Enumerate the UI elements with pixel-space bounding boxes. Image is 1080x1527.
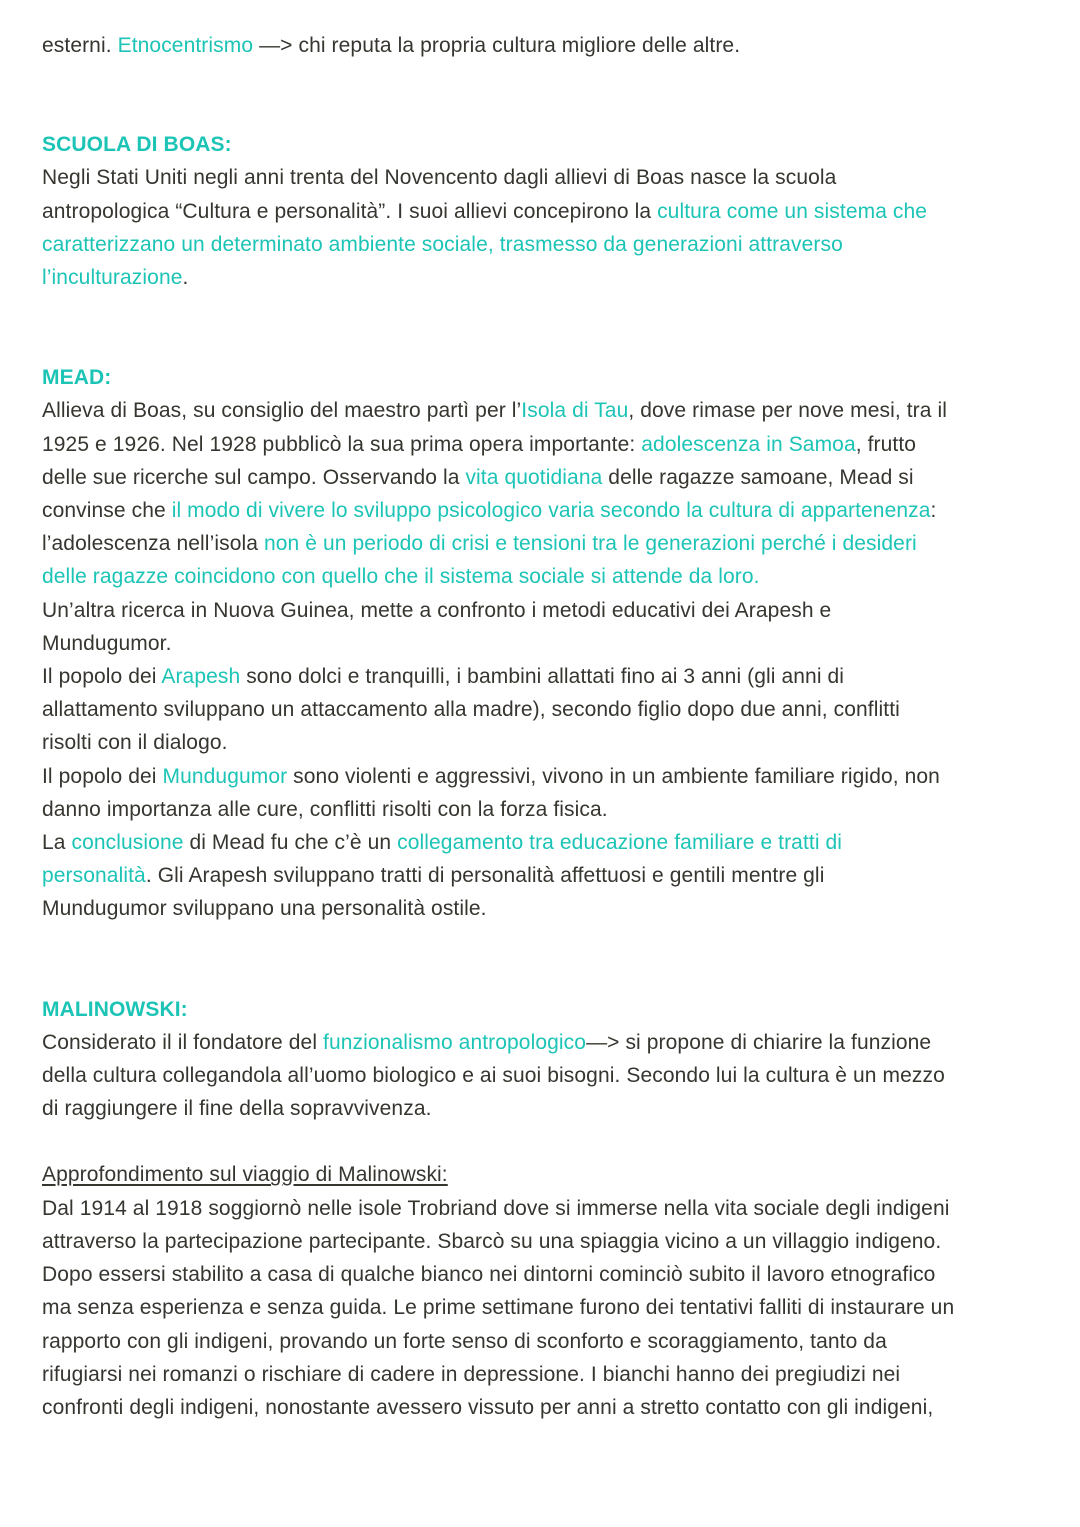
highlighted-text: Isola di Tau bbox=[521, 399, 629, 423]
text-line bbox=[42, 1291, 1042, 1324]
text-span: Il popolo dei bbox=[42, 665, 162, 689]
boas-heading: SCUOLA DI BOAS: bbox=[42, 133, 232, 157]
boas-paragraph bbox=[42, 161, 1042, 294]
text-span: allattamento sviluppano un attaccamento alla madre), secondo figlio dopo due anni, conflitti bbox=[42, 698, 900, 722]
text-line bbox=[42, 1059, 1042, 1092]
text-span: l’adolescenza nell’isola bbox=[42, 532, 264, 556]
text-line bbox=[42, 228, 1042, 261]
text-line bbox=[42, 627, 1042, 660]
text-span: Allieva di Boas, su consiglio del maestro partì per l’ bbox=[42, 399, 522, 423]
text-line bbox=[42, 428, 1042, 461]
malinowski-paragraph bbox=[42, 1026, 1042, 1126]
text-span: attraverso la partecipazione partecipante. Sbarcò su una spiaggia vicino a un villaggio indigeno. bbox=[42, 1229, 942, 1253]
text-span: Un’altra ricerca in Nuova Guinea, mette a confronto i metodi educativi dei Arapesh e bbox=[42, 598, 832, 622]
text-span: Dal 1914 al 1918 soggiornò nelle isole Trobriand dove si immerse nella vita sociale degli indigeni bbox=[42, 1196, 950, 1220]
text-span: della cultura collegandola all’uomo biologico e ai suoi bisogni. Secondo lui la cultura è un mezzo bbox=[42, 1064, 945, 1088]
highlighted-text: cultura come un sistema che bbox=[657, 199, 928, 223]
highlighted-text: vita quotidiana bbox=[465, 465, 603, 489]
text-line bbox=[42, 660, 1042, 693]
text-span: risolti con il dialogo. bbox=[42, 731, 228, 755]
text-line bbox=[42, 1092, 1042, 1125]
highlighted-text: Arapesh bbox=[161, 665, 241, 689]
highlighted-text: l’inculturazione bbox=[42, 266, 183, 290]
text-line bbox=[42, 1358, 1042, 1391]
mead-paragraph bbox=[42, 394, 1042, 925]
highlighted-text: adolescenza in Samoa bbox=[641, 432, 856, 456]
text-span: Dopo essersi stabilito a casa di qualche bianco nei dintorni cominciò subito il lavoro etnografico bbox=[42, 1263, 936, 1287]
text-line bbox=[42, 859, 1042, 892]
malinowski-heading: MALINOWSKI: bbox=[42, 997, 188, 1021]
text-line bbox=[42, 394, 1042, 427]
text-line bbox=[42, 760, 1042, 793]
text-span: di Mead fu che c’è un bbox=[183, 831, 398, 855]
text-span: rifugiarsi nei romanzi o rischiare di cadere in depressione. I bianchi hanno dei pregiudizi nei bbox=[42, 1362, 901, 1386]
text-span: sono dolci e tranquilli, i bambini allattati fino ai 3 anni (gli anni di bbox=[240, 665, 845, 689]
text-span: antropologica “Cultura e personalità”. I suoi allievi concepirono la bbox=[42, 199, 658, 223]
mead-section bbox=[42, 361, 1042, 925]
text-span: . Gli Arapesh sviluppano tratti di personalità affettuosi e gentili mentre gli bbox=[145, 864, 825, 888]
text-span: Considerato il il fondatore del bbox=[42, 1030, 324, 1054]
highlighted-text: personalità bbox=[42, 864, 146, 888]
intro-paragraph bbox=[42, 29, 1042, 62]
text-line bbox=[42, 494, 1042, 527]
text-span: La bbox=[42, 831, 72, 855]
text-line bbox=[42, 892, 1042, 925]
text-span: , frutto bbox=[855, 432, 917, 456]
text-span: —> chi reputa la propria cultura migliore delle altre. bbox=[253, 34, 741, 57]
highlighted-text: caratterizzano un determinato ambiente sociale, trasmesso da generazioni attraverso bbox=[42, 232, 843, 256]
text-span: delle ragazze samoane, Mead si bbox=[602, 465, 914, 489]
text-span: convinse che bbox=[42, 499, 172, 523]
boas-section bbox=[42, 128, 1042, 294]
text-span: delle sue ricerche sul campo. Osservando la bbox=[42, 465, 466, 489]
text-span: Mundugumor sviluppano una personalità ostile. bbox=[42, 897, 487, 921]
text-span: Il popolo dei bbox=[42, 764, 163, 788]
text-line bbox=[42, 1325, 1042, 1358]
mead-heading: MEAD: bbox=[42, 366, 112, 390]
text-span: di raggiungere il fine della sopravvivenza. bbox=[42, 1097, 432, 1121]
text-line bbox=[42, 693, 1042, 726]
highlighted-text: Etnocentrismo bbox=[117, 34, 254, 57]
text-span: esterni. bbox=[42, 34, 118, 57]
text-span: —> si propone di chiarire la funzione bbox=[586, 1030, 932, 1054]
text-span: danno importanza alle cure, conflitti risolti con la forza fisica. bbox=[42, 797, 608, 821]
text-line bbox=[42, 726, 1042, 759]
text-span: 1925 e 1926. Nel 1928 pubblicò la sua prima opera importante: bbox=[42, 432, 642, 456]
text-line bbox=[42, 594, 1042, 627]
text-line bbox=[42, 560, 1042, 593]
text-span: Negli Stati Uniti negli anni trenta del Novencento dagli allievi di Boas nasce la scuola bbox=[42, 166, 837, 190]
highlighted-text: Mundugumor bbox=[162, 764, 288, 788]
highlighted-text: delle ragazze coincidono con quello che il sistema sociale si attende da loro. bbox=[42, 565, 760, 589]
malinowski-section bbox=[42, 993, 1042, 1424]
text-line bbox=[42, 1258, 1042, 1291]
malinowski-trip-paragraph bbox=[42, 1192, 1042, 1424]
text-span: : bbox=[930, 499, 937, 523]
text-line bbox=[42, 1225, 1042, 1258]
text-span: sono violenti e aggressivi, vivono in un ambiente familiare rigido, non bbox=[287, 764, 940, 788]
text-span: confronti degli indigeni, nonostante avessero vissuto per anni a stretto contatto con gli indigeni, bbox=[42, 1395, 934, 1419]
text-line bbox=[42, 195, 1042, 228]
text-line bbox=[42, 1391, 1042, 1424]
highlighted-text: funzionalismo antropologico bbox=[323, 1030, 587, 1054]
text-line bbox=[42, 261, 1042, 294]
text-span: , dove rimase per nove mesi, tra il bbox=[628, 399, 947, 423]
text-line bbox=[42, 29, 1042, 62]
text-span: rapporto con gli indigeni, provando un forte senso di sconforto e scoraggiamento, tanto da bbox=[42, 1329, 887, 1353]
highlighted-text: non è un periodo di crisi e tensioni tra le generazioni perché i desideri bbox=[263, 532, 917, 556]
text-line bbox=[42, 461, 1042, 494]
text-line bbox=[42, 161, 1042, 194]
highlighted-text: conclusione bbox=[71, 831, 184, 855]
text-span: . bbox=[182, 266, 189, 290]
text-span: Mundugumor. bbox=[42, 631, 172, 655]
text-span: ma senza esperienza e senza guida. Le prime settimane furono dei tentativi falliti di instaurare un bbox=[42, 1296, 955, 1320]
text-line bbox=[42, 1192, 1042, 1225]
text-line bbox=[42, 1026, 1042, 1059]
text-line bbox=[42, 527, 1042, 560]
text-line bbox=[42, 826, 1042, 859]
document-page bbox=[42, 29, 1042, 1424]
malinowski-subheading: Approfondimento sul viaggio di Malinowski: bbox=[42, 1163, 448, 1187]
text-line bbox=[42, 793, 1042, 826]
highlighted-text: collegamento tra educazione familiare e tratti di bbox=[397, 831, 843, 855]
highlighted-text: il modo di vivere lo sviluppo psicologico varia secondo la cultura di appartenenza bbox=[171, 499, 931, 523]
